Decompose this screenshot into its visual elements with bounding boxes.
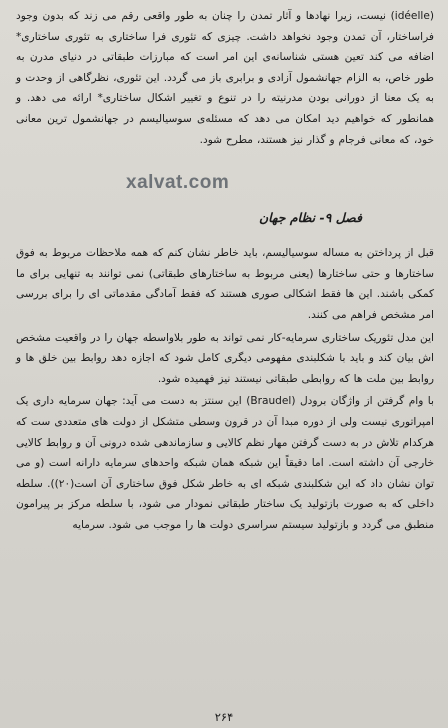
paragraph-socialism: قبل از پرداختن به مساله سوسیالیسم، باید خاطر نشان کنم که همه ملاحظات مربوط به فوق ساختارها و حتی ساختارها (یعنی مربوط به ساختارهای طبقاتی) نمی توانند به تنهایی برای ما کمکی باشند. این ها فقط اشکالی صوری هستند که فقط آمادگی مقدماتی ای را برای بررسی امر مشخص فراهم می کنند. xyxy=(16,247,434,321)
section-heading: فصل ۹- نظام جهان xyxy=(258,210,362,226)
paragraph-model: این مدل تئوریک ساختاری سرمایه-کار نمی تواند به طور بلاواسطه جهان را در واقعیت مشخص اش بیان کند و باید با شکلبندی مفهومی دیگری کامل شود که اجازه دهد روابط بین خلق ها و روابط بین ملت ها که روابطی طبقاتی نیستند نیز فهمیده شود. xyxy=(16,331,434,385)
paragraph-braudel: با وام گرفتن از واژگان برودل (Braudel) این سنتز به دست می آید: جهان سرمایه داری یک امپراتوری نیست ولی از دوره مبدا آن در قرون وسطی متشکل از دولت های متعددی ست که هرکدام تلاش در به دست گرفتن مهار نظم کالایی و سازماندهی شده درونی آن و روابط کالایی خارجی آن داشته است. اما دقیقاً این شبکه همان شبکه واحدهای سرمایه دارانه است (و می توان نشان داد که این شکلبندی شبکه ای به خاطر شکل فوق ساختاری آن است(۲۰)). سلطه داخلی که به صورت بازتولید یک ساختار طبقاتی نمودار می شود، با سلطه مرکز بر پیرامون منطبق می گردد و بازتولید سیستم سراسری دولت ها را موجب می شود. سرمایه xyxy=(16,395,434,531)
watermark: xalvat.com xyxy=(126,172,230,194)
paragraph-intro: (idéelle) نیست، زیرا نهادها و آثار تمدن را چنان به طور واقعی رقم می زند که بدون وجود فراساختار، آن تمدن وجود نخواهد داشت. چیزی که تئوری فرا ساختاری به تئوری ساختاری* اضافه می کند تعین هستی شناسانه‌ی این امر است که مبارزات طبقاتی در دنیای مدرن به طور خاص، به الزام جهانشمول آزادی و برابری باز می گردد. این تئوری، نظرگاهی از وحدت و به یک معنا از دورانی بودن مدرنیته را در تنوع و تغییر اشکال ساختاری* ارائه می دهد. و همانطور که خواهیم دید امکان می دهد که مسئله‌ی سوسیالیسم در جهانشمول ترین معانی خود، که معانی فرجام و گذار نیز هستند، مطرح شود. xyxy=(16,10,434,146)
page-number: ۲۶۴ xyxy=(214,710,234,724)
